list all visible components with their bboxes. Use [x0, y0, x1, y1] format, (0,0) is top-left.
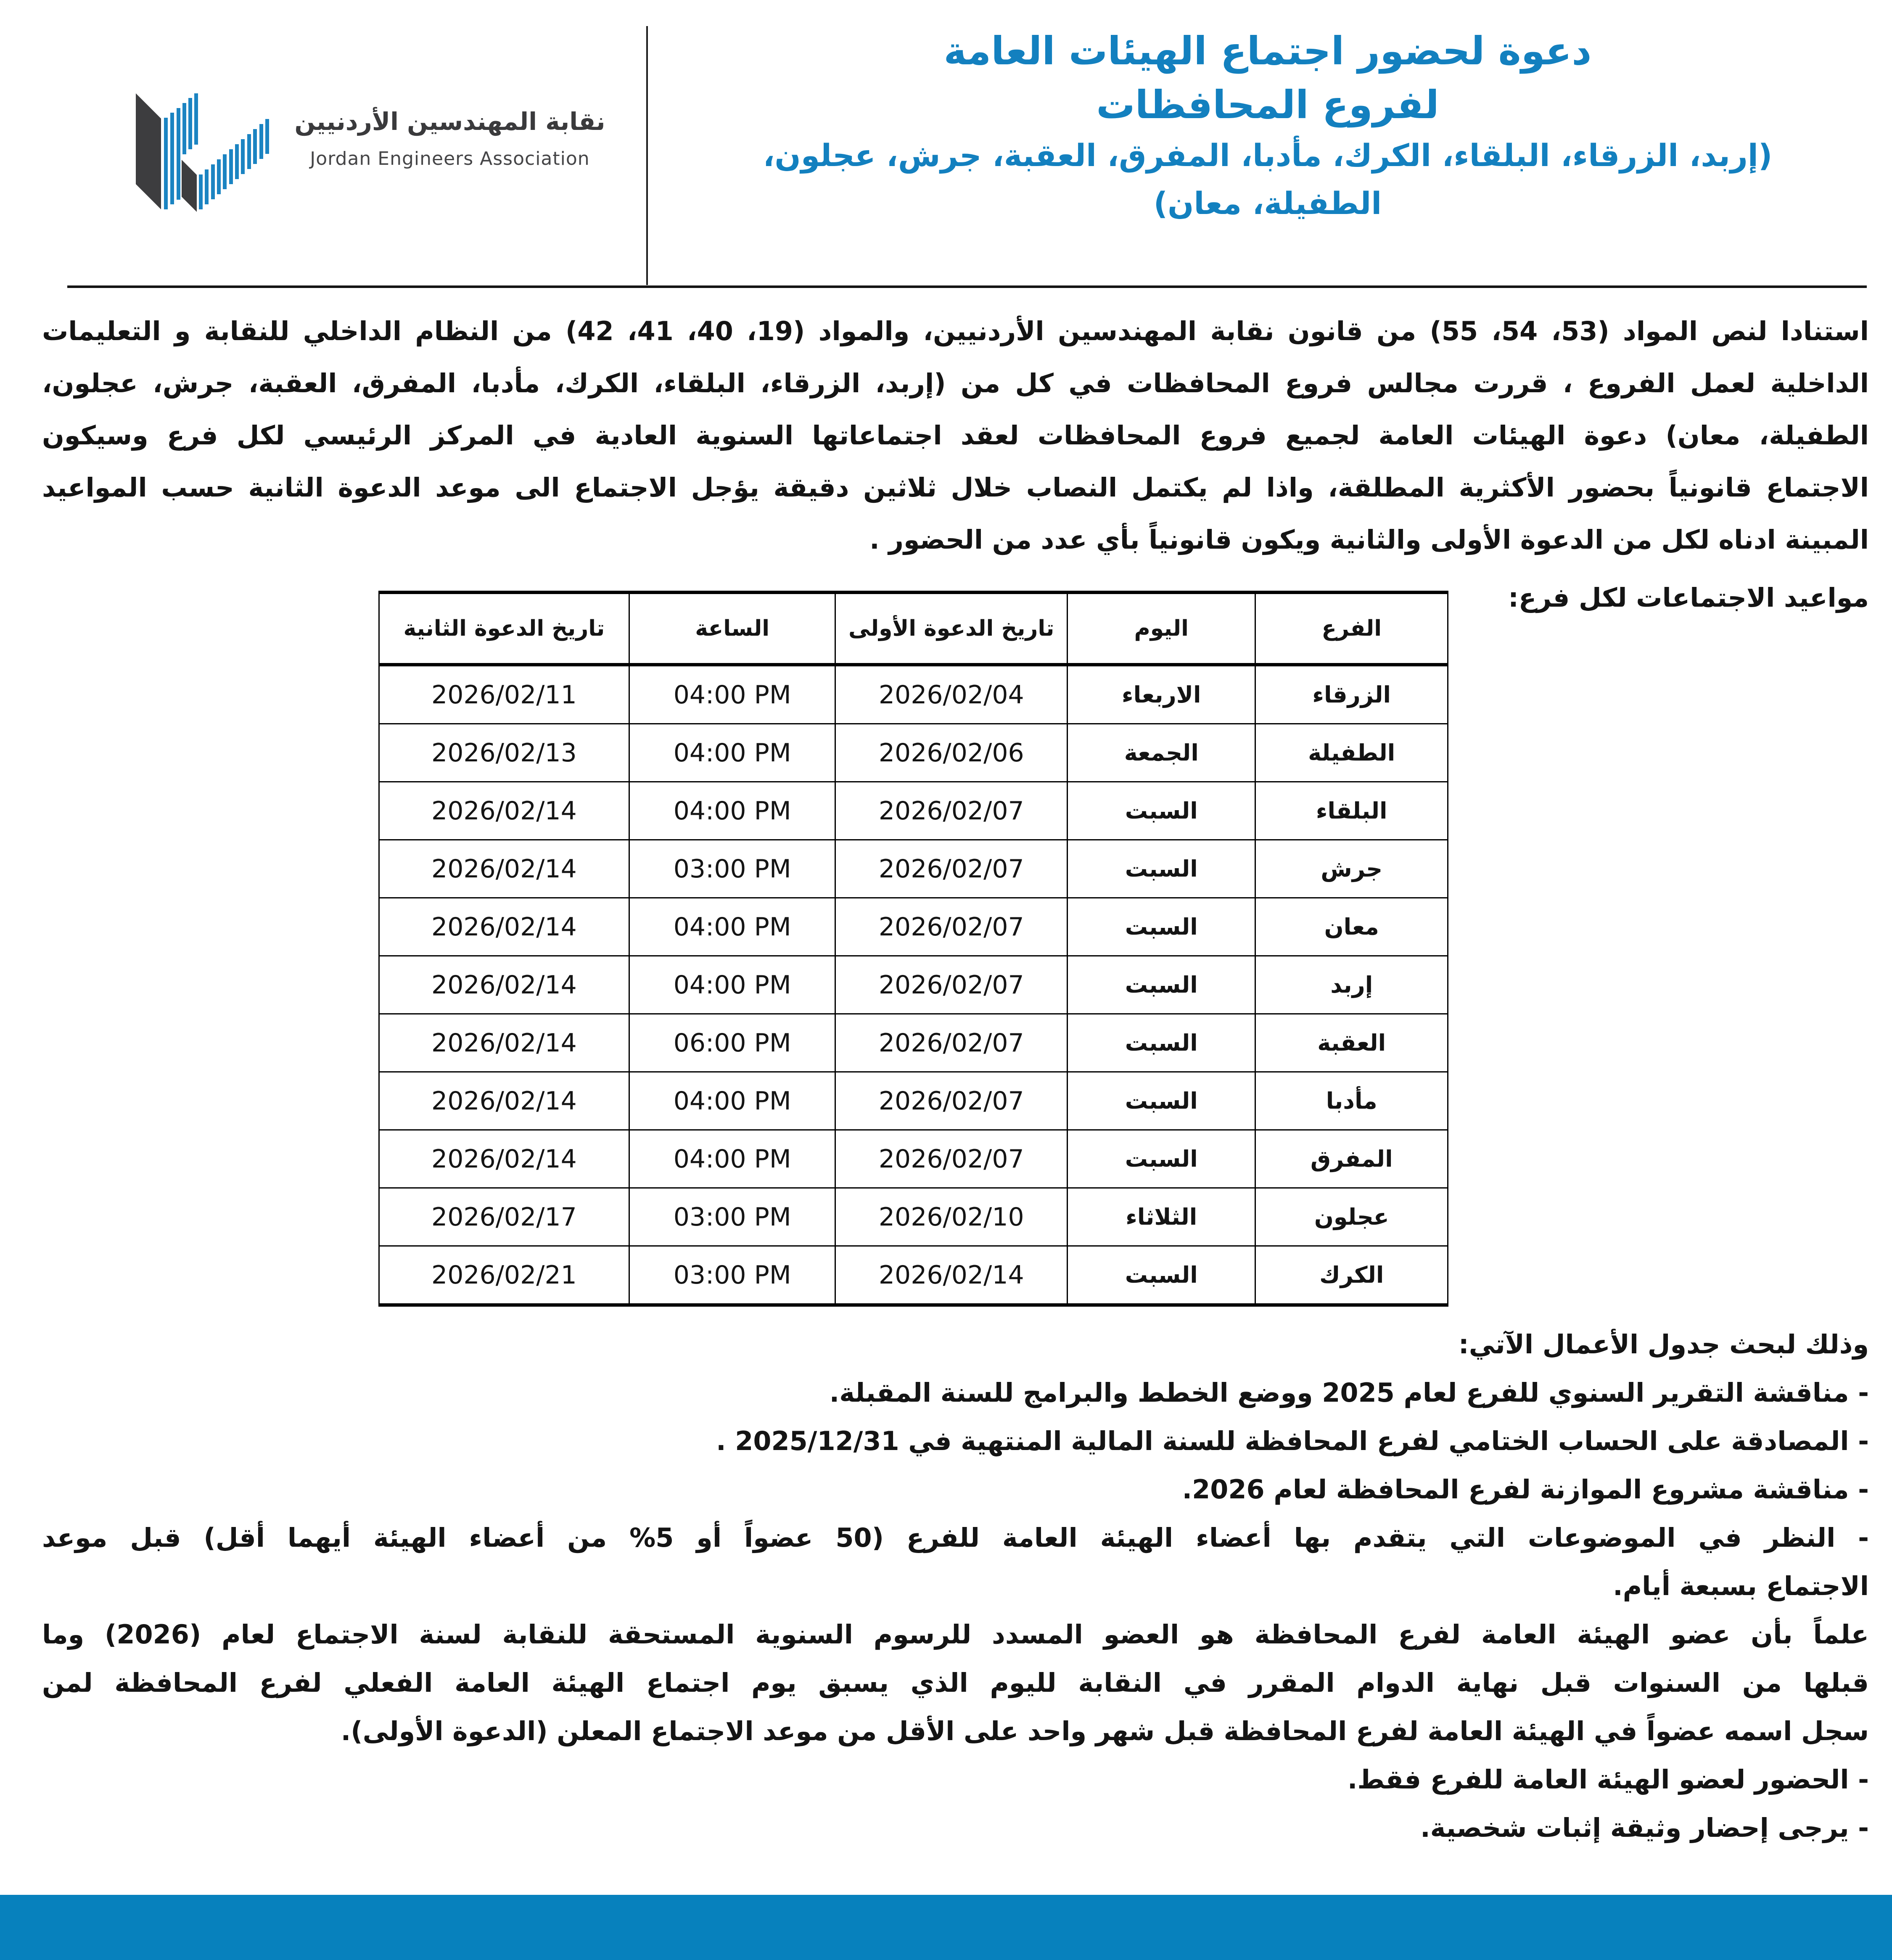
first-date-cell: 2026/02/07: [835, 782, 1068, 840]
second-date-cell: 2026/02/14: [379, 898, 629, 956]
logo-bar: [205, 169, 209, 204]
intro-line: الطفيلة، معان) دعوة الهيئات العامة لجميع فروع المحافظات لعقد اجتماعاتها السنوية العادية في المركز الرئيسي لكل فرع وسيكون: [42, 420, 1869, 451]
second-date-cell: 2026/02/14: [379, 1014, 629, 1072]
table-row: [379, 1072, 1448, 1130]
time-cell: 04:00 PM: [629, 956, 835, 1014]
second-date-cell: 2026/02/14: [379, 1072, 629, 1130]
header-rule: [67, 285, 1867, 288]
first-date-cell: 2026/02/07: [835, 840, 1068, 898]
table-row: [379, 898, 1448, 956]
branch-cell: الطفيلة: [1255, 724, 1448, 782]
second-date-cell: 2026/02/21: [379, 1246, 629, 1305]
day-cell: السبت: [1068, 1130, 1255, 1188]
table-row: [379, 956, 1448, 1014]
second-date-cell: 2026/02/13: [379, 724, 629, 782]
time-cell: 04:00 PM: [629, 665, 835, 724]
footer-bar: [0, 1895, 1892, 1960]
logo-bar: [259, 124, 263, 159]
branch-cell: جرش: [1255, 840, 1448, 898]
agenda-line: - المصادقة على الحساب الختامي لفرع المحافظة للسنة المالية المنتهية في 2025/12/31 .: [716, 1426, 1869, 1456]
branch-cell: عجلون: [1255, 1188, 1448, 1246]
day-cell: الثلاثاء: [1068, 1188, 1255, 1246]
table-header-cell: الساعة: [629, 592, 835, 665]
intro-line: الداخلية لعمل الفروع ، قررت مجالس فروع المحافظات في كل من (إربد، الزرقاء، البلقاء، الكرك، مأدبا، المفرق، العقبة، جرش، عجلون،: [42, 368, 1869, 399]
day-cell: السبت: [1068, 1072, 1255, 1130]
table-row: [379, 1014, 1448, 1072]
logo-panel: [136, 93, 161, 209]
time-cell: 03:00 PM: [629, 1246, 835, 1305]
branch-cell: الزرقاء: [1255, 665, 1448, 724]
first-date-cell: 2026/02/07: [835, 1014, 1068, 1072]
intro-line: الاجتماع قانونياً بحضور الأكثرية المطلقة، واذا لم يكتمل النصاب خلال ثلاثين دقيقة يؤجل الاجتماع الى موعد الدعوة الثانية حسب المواعيد: [42, 472, 1869, 503]
agenda-line: - يرجى إحضار وثيقة إثبات شخصية.: [1420, 1812, 1869, 1843]
table-row: [379, 840, 1448, 898]
logo-bar: [188, 98, 192, 149]
day-cell: السبت: [1068, 782, 1255, 840]
branch-cell: العقبة: [1255, 1014, 1448, 1072]
branch-cell: إربد: [1255, 956, 1448, 1014]
time-cell: 03:00 PM: [629, 840, 835, 898]
title-line-4: الطفيلة، معان): [1153, 186, 1382, 222]
logo-bar: [211, 164, 215, 199]
time-cell: 04:00 PM: [629, 1072, 835, 1130]
table-row: [379, 665, 1448, 724]
logo-bar: [217, 159, 221, 194]
logo-bar: [177, 108, 180, 200]
intro-line: استنادا لنص المواد (53، 54، 55) من قانون نقابة المهندسين الأردنيين، والمواد (19، 40، 41، 42) من النظام الداخلي للنقابة و التعليمات: [42, 316, 1869, 346]
title-line-3: (إربد، الزرقاء، البلقاء، الكرك، مأدبا، المفرق، العقبة، جرش، عجلون،: [763, 138, 1773, 174]
table-header-cell: تاريخ الدعوة الأولى: [835, 592, 1068, 665]
day-cell: السبت: [1068, 840, 1255, 898]
table-row: [379, 724, 1448, 782]
logo-bar: [235, 144, 239, 179]
table-header-cell: اليوم: [1068, 592, 1255, 665]
time-cell: 04:00 PM: [629, 782, 835, 840]
logo-bar: [241, 139, 245, 174]
branch-cell: معان: [1255, 898, 1448, 956]
table-row: [379, 1188, 1448, 1246]
table-header-cell: الفرع: [1255, 592, 1448, 665]
agenda-line: الاجتماع بسبعة أيام.: [1613, 1571, 1869, 1601]
day-cell: السبت: [1068, 898, 1255, 956]
title-line-1: دعوة لحضور اجتماع الهيئات العامة: [943, 29, 1592, 74]
time-cell: 04:00 PM: [629, 724, 835, 782]
logo-bar: [170, 113, 174, 204]
agenda-line: قبلها من السنوات قبل نهاية الدوام المقرر في النقابة لليوم الذي يسبق يوم اجتماع الهيئة العامة الفعلي لفرع المحافظة لمن: [42, 1667, 1869, 1698]
day-cell: الاربعاء: [1068, 665, 1255, 724]
agenda-line: - مناقشة مشروع الموازنة لفرع المحافظة لعام 2026.: [1182, 1474, 1869, 1505]
first-date-cell: 2026/02/14: [835, 1246, 1068, 1305]
second-date-cell: 2026/02/11: [379, 665, 629, 724]
time-cell: 03:00 PM: [629, 1188, 835, 1246]
table-header-row: [379, 592, 1448, 665]
agenda-line: - الحضور لعضو الهيئة العامة للفرع فقط.: [1347, 1764, 1869, 1795]
org-name-arabic: نقابة المهندسين الأردنيين: [294, 107, 605, 136]
day-cell: السبت: [1068, 1014, 1255, 1072]
second-date-cell: 2026/02/14: [379, 956, 629, 1014]
table-row: [379, 1130, 1448, 1188]
first-date-cell: 2026/02/07: [835, 1072, 1068, 1130]
branch-cell: الكرك: [1255, 1246, 1448, 1305]
agenda-line: سجل اسمه عضواً في الهيئة العامة لفرع المحافظة قبل شهر واحد على الأقل من موعد الاجتماع المعلن (الدعوة الأولى).: [341, 1716, 1869, 1746]
first-date-cell: 2026/02/06: [835, 724, 1068, 782]
meetings-table: [378, 591, 1448, 1307]
logo-bar: [223, 154, 227, 189]
logo-bar: [164, 118, 168, 209]
intro-paragraph: [42, 305, 1869, 566]
invitation-title: [662, 24, 1873, 228]
day-cell: السبت: [1068, 1246, 1255, 1305]
logo-bar: [199, 174, 203, 209]
second-date-cell: 2026/02/14: [379, 840, 629, 898]
logo-bar: [265, 119, 269, 154]
day-cell: السبت: [1068, 956, 1255, 1014]
first-date-cell: 2026/02/07: [835, 1130, 1068, 1188]
second-date-cell: 2026/02/14: [379, 782, 629, 840]
table-row: [379, 1246, 1448, 1305]
branch-cell: البلقاء: [1255, 782, 1448, 840]
table-header-cell: تاريخ الدعوة الثانية: [379, 592, 629, 665]
agenda-line: علماً بأن عضو الهيئة العامة لفرع المحافظة هو العضو المسدد للرسوم السنوية المستحقة للنقابة لسنة الاجتماع لعام (2026) وما: [42, 1619, 1869, 1650]
logo-bar: [182, 103, 186, 154]
logo-bar: [229, 149, 233, 184]
branch-cell: مأدبا: [1255, 1072, 1448, 1130]
logo-bar: [194, 93, 198, 145]
logo-panel: [182, 160, 197, 212]
second-date-cell: 2026/02/17: [379, 1188, 629, 1246]
agenda-section: [42, 1320, 1869, 1852]
intro-line: المبينة ادناه لكل من الدعوة الأولى والثانية ويكون قانونياً بأي عدد من الحضور .: [869, 524, 1869, 555]
agenda-line: - مناقشة التقرير السنوي للفرع لعام 2025 ووضع الخطط والبرامج للسنة المقبلة.: [829, 1377, 1869, 1408]
schedule-heading: مواعيد الاجتماعات لكل فرع:: [1508, 582, 1869, 613]
header-divider: [646, 26, 648, 285]
agenda-line: - النظر في الموضوعات التي يتقدم بها أعضاء الهيئة العامة للفرع (50 عضواً أو 5% من أعضاء الهيئة أيهما أقل) قبل موعد: [42, 1522, 1869, 1553]
title-line-2: لفروع المحافظات: [1096, 82, 1439, 127]
logo-bar: [247, 134, 251, 169]
second-date-cell: 2026/02/14: [379, 1130, 629, 1188]
table-row: [379, 782, 1448, 840]
branch-cell: المفرق: [1255, 1130, 1448, 1188]
first-date-cell: 2026/02/10: [835, 1188, 1068, 1246]
agenda-line: وذلك لبحث جدول الأعمال الآتي:: [1458, 1329, 1869, 1360]
time-cell: 06:00 PM: [629, 1014, 835, 1072]
time-cell: 04:00 PM: [629, 898, 835, 956]
logo-bar: [253, 129, 257, 164]
first-date-cell: 2026/02/07: [835, 898, 1068, 956]
first-date-cell: 2026/02/04: [835, 665, 1068, 724]
first-date-cell: 2026/02/07: [835, 956, 1068, 1014]
time-cell: 04:00 PM: [629, 1130, 835, 1188]
day-cell: الجمعة: [1068, 724, 1255, 782]
org-name-english: Jordan Engineers Association: [310, 148, 590, 169]
